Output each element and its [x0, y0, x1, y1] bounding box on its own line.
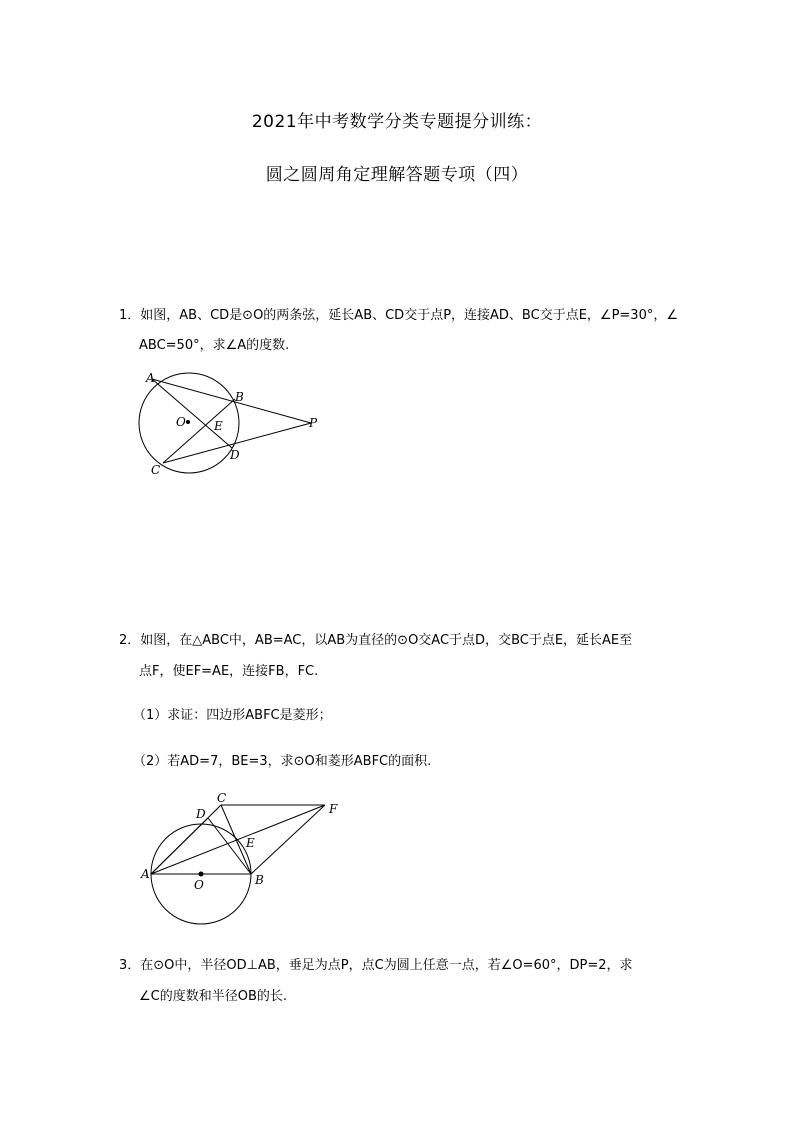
problem2-text-line1: 2．如图，在△ABC中，AB=AC，以AB为直径的⊙O交AC于点D，交BC于点E，延长AE至 [119, 633, 633, 648]
label-e: E [214, 419, 223, 433]
label-d: D [230, 448, 240, 462]
problem1-figure [139, 373, 311, 473]
line-af [151, 805, 325, 874]
label-p: P [309, 416, 318, 430]
label2-o: O [194, 878, 204, 892]
line-db [208, 818, 251, 874]
label-c: C [151, 463, 161, 477]
problem2-part2: （2）若AD=7，BE=3，求⊙O和菱形ABFC的面积. [133, 754, 432, 769]
center-dot [186, 420, 190, 424]
problem2-figure [151, 805, 325, 924]
page-title-line2: 圆之圆周角定理解答题专项（四） [265, 165, 529, 185]
label2-e: E [246, 836, 255, 850]
problem3-text-line1: 3．在⊙O中，半径OD⊥AB，垂足为点P，点C为圆上任意一点，若∠O=60°，DP=2，求 [119, 958, 633, 973]
label2-b: B [255, 873, 264, 887]
problem2-text-line2: 点F，使EF=AE，连接FB，FC. [139, 664, 319, 679]
label-b: B [235, 390, 244, 404]
problem3-text-line2: ∠C的度数和半径OB的长. [139, 989, 288, 1004]
page-title-line1: 2021年中考数学分类专题提分训练： [251, 112, 543, 132]
label-o: O [176, 415, 186, 429]
line-bf [251, 805, 325, 874]
label2-d: D [196, 807, 206, 821]
label2-a: A [141, 867, 150, 881]
problem2-part1: （1）求证：四边形ABFC是菱形； [133, 708, 332, 723]
label2-f: F [329, 802, 338, 816]
problem1-text-line1: 1．如图，AB、CD是⊙O的两条弦，延长AB、CD交于点P，连接AD、BC交于点E，∠P=30°，∠ [119, 308, 679, 323]
label-a: A [146, 371, 155, 385]
problem1-text-line2: ABC=50°，求∠A的度数. [139, 338, 290, 353]
center-dot2 [199, 872, 204, 877]
label2-c: C [217, 791, 227, 805]
